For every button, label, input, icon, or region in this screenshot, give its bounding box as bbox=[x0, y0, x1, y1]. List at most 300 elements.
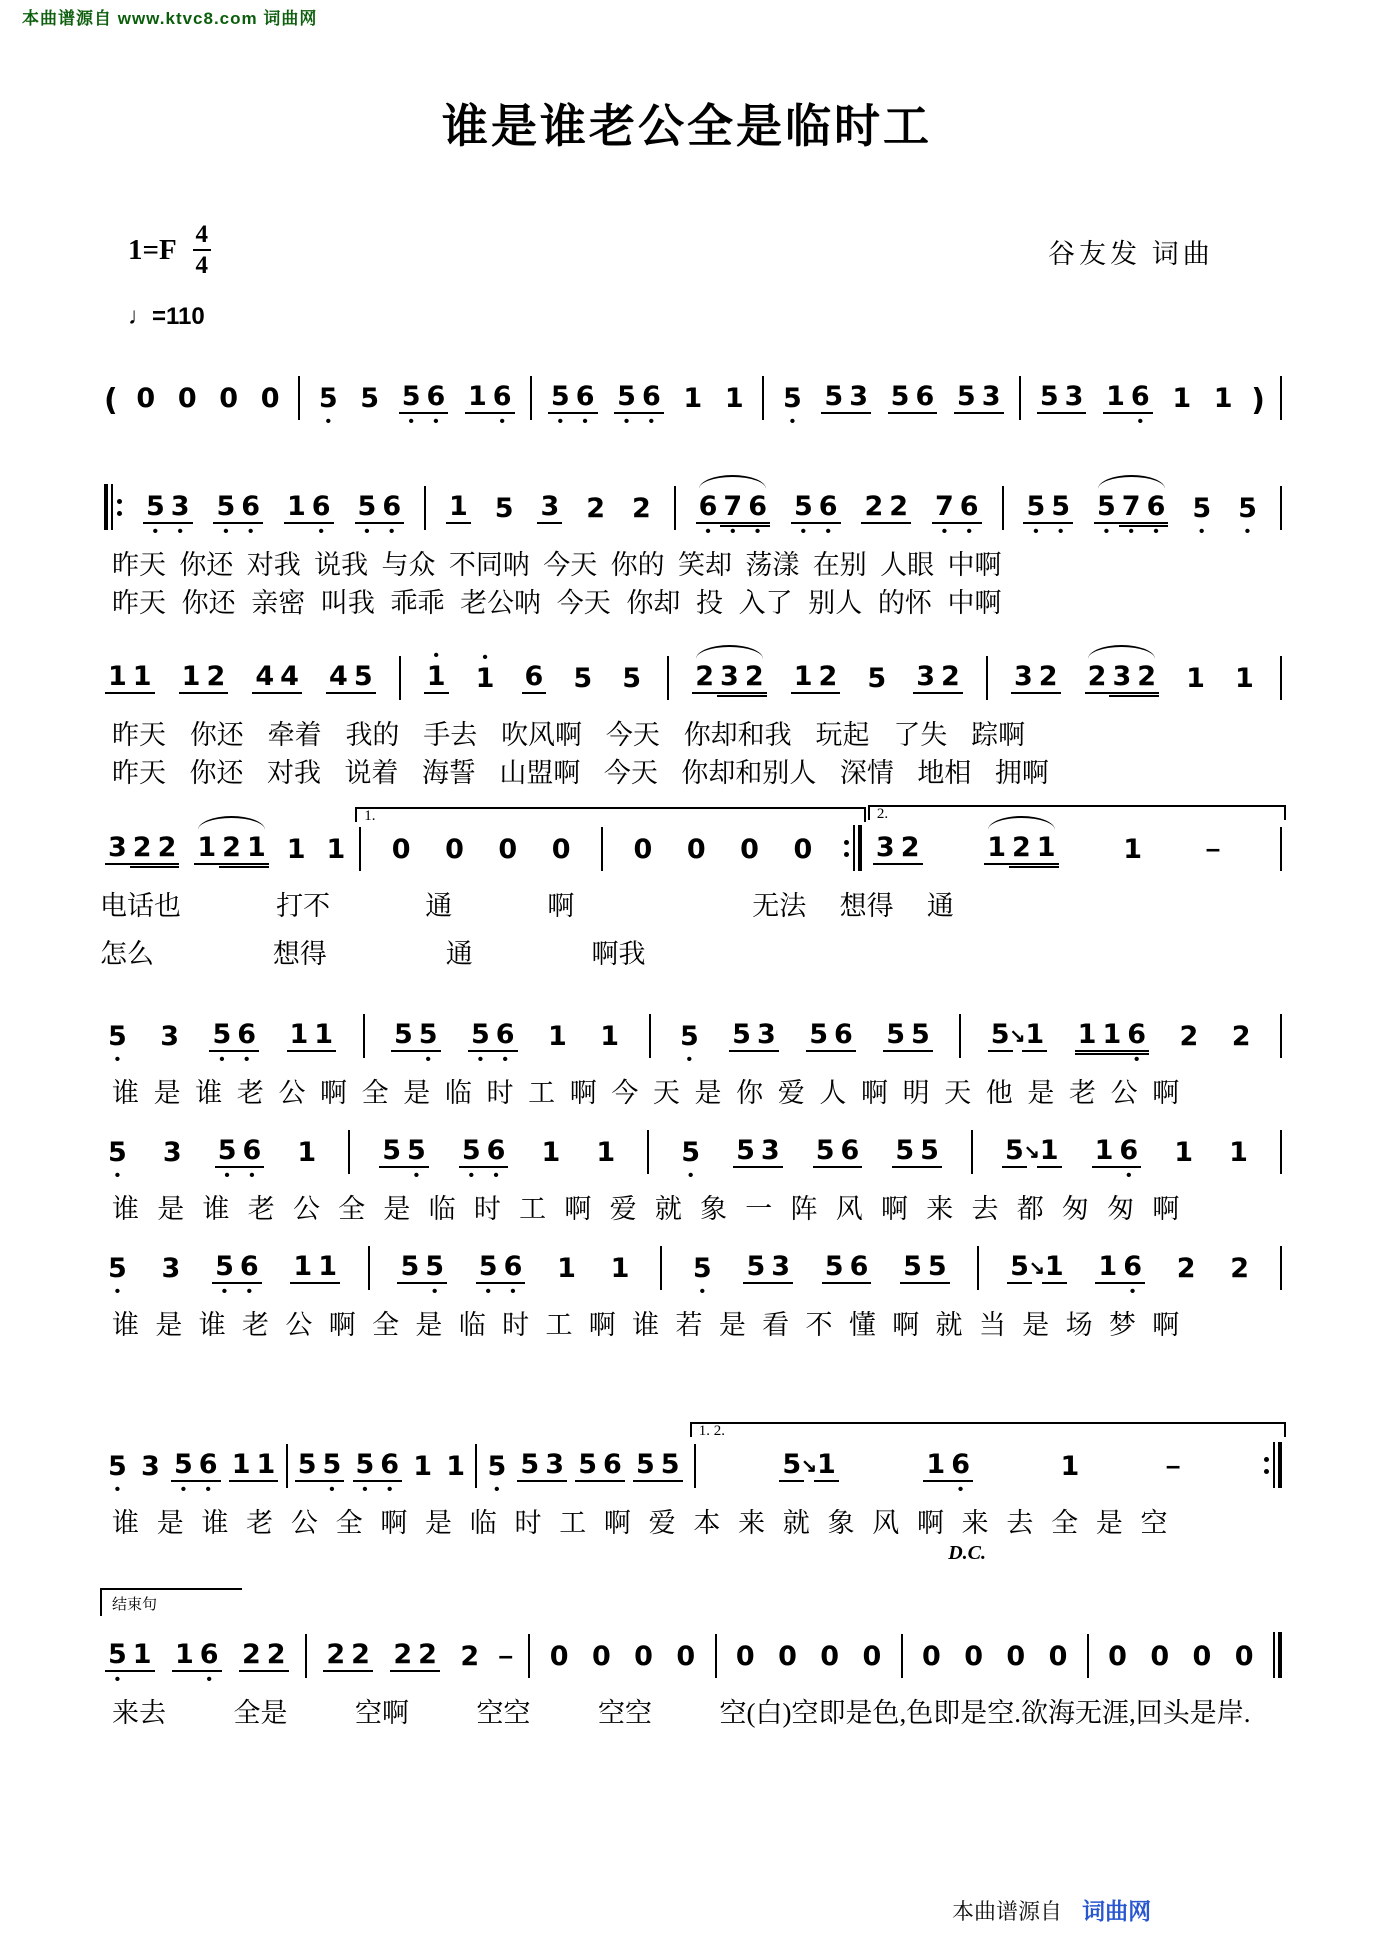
note-digit: 1 bbox=[465, 382, 490, 414]
note-cluster bbox=[1094, 482, 1168, 540]
note-digit: 5 bbox=[108, 1137, 127, 1168]
note bbox=[415, 1630, 440, 1685]
note bbox=[239, 1126, 264, 1184]
octave-dot-below: • bbox=[1126, 1167, 1132, 1184]
note-cluster bbox=[105, 1442, 130, 1498]
note-cluster bbox=[696, 482, 770, 540]
note-cluster bbox=[216, 374, 241, 427]
octave-dot-below bbox=[683, 1672, 687, 1685]
octave-dot-below: • bbox=[705, 523, 711, 540]
note-digit: 5 bbox=[954, 382, 979, 414]
note bbox=[351, 652, 376, 707]
note bbox=[501, 1242, 526, 1300]
note bbox=[597, 1012, 622, 1065]
note bbox=[806, 1010, 831, 1065]
note bbox=[209, 1010, 234, 1068]
note bbox=[1022, 1010, 1047, 1065]
lyric-syllable: 谁 bbox=[112, 1194, 139, 1224]
note bbox=[1116, 1126, 1141, 1184]
octave-dot-below bbox=[389, 1168, 393, 1181]
note-digit: 2 bbox=[203, 662, 228, 694]
octave-dot-below bbox=[1017, 1284, 1021, 1297]
lyric-syllable: 公 bbox=[292, 1194, 320, 1224]
lyric-syllable: 是 bbox=[403, 1078, 431, 1108]
lyric-syllable: 啊我 bbox=[591, 939, 646, 969]
octave-dot-below bbox=[801, 865, 805, 878]
note-cluster bbox=[492, 484, 517, 537]
octave-dot-below bbox=[548, 524, 552, 537]
note-group bbox=[633, 1440, 683, 1495]
note-digit: 1 bbox=[475, 663, 495, 694]
note-group bbox=[179, 652, 229, 707]
note-digit: 2 bbox=[219, 833, 244, 865]
barline bbox=[399, 656, 401, 700]
lyric-line bbox=[100, 755, 1049, 791]
note-group bbox=[780, 374, 805, 430]
note-digit: 5 bbox=[105, 1640, 130, 1672]
note-digit: 2 bbox=[1085, 662, 1110, 694]
lyric-syllable: 他 bbox=[985, 1078, 1013, 1108]
note-group bbox=[326, 652, 376, 707]
note bbox=[1120, 1242, 1145, 1300]
note-cluster bbox=[229, 1440, 279, 1495]
octave-dot-below bbox=[898, 414, 902, 427]
note bbox=[168, 482, 193, 540]
octave-dot-below: • bbox=[1128, 523, 1134, 540]
octave-dot-below bbox=[923, 694, 927, 707]
note-cluster bbox=[517, 1440, 567, 1495]
note-cluster bbox=[619, 654, 644, 707]
note-digit: 1 bbox=[596, 1137, 616, 1168]
note-group bbox=[389, 825, 414, 878]
lyric-syllable: 啊 bbox=[603, 1508, 631, 1538]
lyric-syllable: 啊 bbox=[588, 1310, 616, 1340]
octave-dot-below bbox=[1068, 1482, 1072, 1495]
note bbox=[883, 1010, 908, 1065]
volta-label: 1. 2. bbox=[696, 1424, 728, 1439]
repeat-dot bbox=[844, 840, 849, 845]
note bbox=[900, 1242, 925, 1297]
octave-dot-below bbox=[643, 1482, 647, 1495]
note-group bbox=[932, 482, 982, 540]
notation-row bbox=[100, 1630, 1286, 1688]
note-digit: 2 bbox=[130, 833, 155, 865]
note-digit: 1 bbox=[1099, 1020, 1124, 1052]
octave-dot-below bbox=[935, 1284, 939, 1297]
note-digit: 0 bbox=[778, 1641, 797, 1672]
lyric-syllable: 空啊 bbox=[355, 1698, 409, 1728]
octave-dot-below: • bbox=[1137, 413, 1144, 430]
lyric-syllable: 啊 bbox=[547, 891, 575, 921]
note-digit: 3 bbox=[913, 662, 938, 694]
note bbox=[295, 1440, 320, 1495]
lyric-syllable: 全 bbox=[372, 1310, 400, 1340]
note-cluster bbox=[105, 1012, 130, 1068]
note-group bbox=[1190, 1632, 1215, 1685]
note-digit: 5 bbox=[548, 382, 573, 414]
note bbox=[573, 372, 598, 430]
note-group bbox=[1003, 1632, 1028, 1685]
note-cluster bbox=[597, 1012, 622, 1065]
lyric-syllable: 今 bbox=[611, 1078, 639, 1108]
octave-dot-below: • bbox=[114, 1167, 121, 1184]
note-digit: 5 bbox=[614, 382, 639, 414]
note-digit: 3 bbox=[758, 1136, 783, 1168]
note bbox=[277, 652, 302, 707]
rest-note bbox=[733, 1632, 758, 1685]
note-group bbox=[252, 652, 302, 707]
note-digit: 6 bbox=[238, 492, 263, 524]
note-digit: 5 bbox=[108, 1451, 127, 1482]
barline bbox=[305, 1634, 307, 1678]
note bbox=[898, 823, 923, 878]
lyric-syllable: 啊 bbox=[880, 1194, 908, 1224]
note-digit: 5 bbox=[212, 1252, 237, 1284]
note-group bbox=[614, 372, 664, 430]
note bbox=[979, 372, 1004, 427]
octave-dot-below bbox=[401, 1052, 405, 1065]
note bbox=[219, 823, 244, 878]
octave-dot-below bbox=[367, 414, 371, 427]
octave-dot-below bbox=[214, 694, 218, 707]
lyric-syllable: 谁 bbox=[195, 1078, 223, 1108]
note-digit: 3 bbox=[1109, 662, 1134, 694]
lyric-syllable: 说着 bbox=[344, 758, 399, 788]
note-digit: 1 bbox=[923, 1450, 948, 1482]
note bbox=[831, 1010, 856, 1065]
note-digit: 5 bbox=[1002, 1136, 1027, 1168]
note-digit: 1 bbox=[1034, 833, 1059, 865]
note-digit: 6 bbox=[237, 1252, 262, 1284]
note-digit: 5 bbox=[779, 1450, 804, 1482]
octave-dot-below: • bbox=[686, 1051, 693, 1068]
note-digit: 5 bbox=[391, 1020, 416, 1052]
note-digit: 3 bbox=[168, 492, 193, 524]
repeat-dots bbox=[117, 499, 122, 516]
paren: ) bbox=[1251, 383, 1265, 418]
lyric-syllable: 谁 bbox=[112, 1508, 139, 1538]
lyric-syllable: 你还 bbox=[189, 720, 244, 750]
lyric-syllable: 临 bbox=[428, 1194, 456, 1224]
note-digit: 5 bbox=[1007, 1252, 1032, 1284]
lyric-syllable: 你的 bbox=[610, 550, 665, 580]
note-digit: 3 bbox=[542, 1450, 567, 1482]
note-digit: 1 bbox=[1186, 663, 1205, 694]
octave-dot-below bbox=[641, 865, 645, 878]
octave-dot-below: • bbox=[1057, 523, 1064, 540]
lyric-syllable: 都 bbox=[1016, 1194, 1044, 1224]
note-cluster bbox=[570, 654, 595, 707]
note-digit: 5 bbox=[320, 1450, 345, 1482]
note-digit: 2 bbox=[938, 662, 963, 694]
octave-dot-below bbox=[857, 1284, 861, 1297]
note-group bbox=[229, 1440, 279, 1495]
octave-dot-below bbox=[475, 414, 479, 427]
octave-dot-below: • bbox=[325, 413, 332, 430]
octave-dot-below: • bbox=[1153, 523, 1159, 540]
lyric-syllable: 全是 bbox=[233, 1698, 288, 1728]
octave-dot-below bbox=[169, 1284, 173, 1297]
note-digit: 6 bbox=[948, 1450, 973, 1482]
note-cluster bbox=[677, 1012, 702, 1068]
note-digit: 1 bbox=[446, 1451, 466, 1482]
note bbox=[720, 482, 745, 540]
footer-site-link[interactable]: 词曲网 bbox=[1082, 1898, 1152, 1924]
octave-dot-below bbox=[823, 1168, 827, 1181]
note-group bbox=[1169, 374, 1194, 427]
note-cluster bbox=[159, 1244, 184, 1297]
octave-dot-below bbox=[856, 414, 860, 427]
note bbox=[754, 1010, 779, 1065]
note-cluster bbox=[737, 825, 762, 878]
note-digit: 2 bbox=[460, 1641, 480, 1672]
note-group bbox=[1227, 1244, 1252, 1297]
note-group bbox=[284, 825, 309, 878]
note-digit: 1 bbox=[254, 1450, 279, 1482]
note bbox=[1048, 482, 1073, 540]
octave-dot-below bbox=[1242, 1672, 1246, 1685]
barline-thin bbox=[1273, 1632, 1275, 1678]
note-digit: 0 bbox=[793, 834, 813, 865]
lyric-syllable: 风 bbox=[872, 1508, 900, 1538]
note-group bbox=[1232, 1632, 1257, 1685]
notation-system bbox=[100, 362, 1286, 430]
note-digit: 1 bbox=[315, 1252, 340, 1284]
note bbox=[284, 482, 309, 537]
note bbox=[316, 374, 341, 430]
lyric-syllable: 懂 bbox=[848, 1310, 876, 1340]
note bbox=[105, 1012, 130, 1068]
note bbox=[892, 1126, 917, 1181]
note-cluster bbox=[919, 1632, 944, 1685]
note-group bbox=[1002, 1126, 1062, 1181]
octave-dot-below: • bbox=[699, 1283, 706, 1300]
note-group bbox=[900, 1242, 950, 1297]
note-group bbox=[791, 482, 841, 540]
rest-note bbox=[547, 1632, 572, 1685]
slide-arrow-icon: ↘ bbox=[1023, 1142, 1040, 1163]
lyric-syllable: 深情 bbox=[839, 758, 894, 788]
octave-dot-below bbox=[274, 1672, 278, 1685]
note-group bbox=[864, 654, 889, 707]
octave-dot-below bbox=[694, 865, 698, 878]
note-group bbox=[143, 482, 193, 540]
note-digit: 5 bbox=[416, 1020, 441, 1052]
note-digit: 6 bbox=[197, 1640, 222, 1672]
note bbox=[913, 652, 938, 707]
note-group bbox=[172, 1630, 222, 1688]
note-digit: 1 bbox=[1103, 382, 1128, 414]
note-group bbox=[690, 1244, 715, 1300]
note-cluster bbox=[465, 372, 515, 430]
note-digit: 3 bbox=[1011, 662, 1036, 694]
octave-dot-below bbox=[185, 414, 189, 427]
note-group bbox=[1058, 1442, 1083, 1495]
rest-note bbox=[737, 825, 762, 878]
note-group bbox=[961, 1632, 986, 1685]
rest-note bbox=[673, 1632, 698, 1685]
octave-dot-below: • bbox=[114, 1283, 121, 1300]
octave-dot-below bbox=[401, 1672, 405, 1685]
octave-dot-below bbox=[325, 1284, 329, 1297]
note-group bbox=[888, 372, 938, 427]
barline bbox=[1280, 376, 1282, 420]
note bbox=[476, 1242, 501, 1300]
octave-dot-below bbox=[182, 1672, 186, 1685]
dash-note: – bbox=[498, 1640, 513, 1670]
lyric-syllable: 投 bbox=[696, 588, 723, 618]
note-cluster bbox=[399, 372, 449, 430]
barline bbox=[977, 1246, 979, 1290]
note bbox=[443, 1442, 468, 1495]
lyric-syllable: 打不 bbox=[276, 891, 331, 921]
barline bbox=[530, 376, 532, 420]
octave-dot-below: • bbox=[206, 1671, 212, 1688]
note bbox=[294, 1128, 319, 1181]
dash-note: – bbox=[1205, 833, 1221, 863]
lyric-syllable: 啊 bbox=[1152, 1194, 1180, 1224]
note-digit: 3 bbox=[754, 1020, 779, 1052]
note-digit: 1 bbox=[1092, 1136, 1117, 1168]
note bbox=[157, 1012, 182, 1065]
note-cluster bbox=[105, 1128, 130, 1184]
rest-note bbox=[1046, 1632, 1071, 1685]
note bbox=[1211, 374, 1236, 427]
lyric-syllable: 是 bbox=[425, 1508, 453, 1538]
note-digit: 1 bbox=[287, 1020, 312, 1052]
note bbox=[138, 1442, 163, 1495]
note-digit: 6 bbox=[957, 492, 982, 524]
rest-note bbox=[961, 1632, 986, 1685]
lyric-syllable: 全 bbox=[335, 1508, 363, 1538]
lyric-syllable: 今天 bbox=[556, 588, 611, 618]
note-group bbox=[629, 484, 654, 537]
octave-dot-below bbox=[456, 524, 460, 537]
note bbox=[1094, 482, 1119, 540]
note-group bbox=[1235, 484, 1260, 540]
note-digit: 5 bbox=[633, 1450, 658, 1482]
note-cluster bbox=[821, 372, 871, 427]
note bbox=[194, 823, 219, 878]
note-digit: 5 bbox=[822, 1252, 847, 1284]
note bbox=[537, 482, 562, 537]
note bbox=[758, 1126, 783, 1181]
octave-dot-below bbox=[789, 1482, 793, 1495]
notation-system bbox=[100, 1412, 1286, 1564]
octave-dot-below: • bbox=[754, 523, 761, 540]
rest-note bbox=[817, 1632, 842, 1685]
octave-dot-below bbox=[1102, 1168, 1106, 1181]
note-digit: 5 bbox=[215, 1136, 240, 1168]
key-signature: 1=F bbox=[128, 233, 177, 266]
note-cluster bbox=[684, 825, 709, 878]
note-cluster bbox=[1147, 1632, 1172, 1685]
note-digit: 5 bbox=[459, 1136, 484, 1168]
note-cluster bbox=[690, 1244, 715, 1300]
lyric-syllable: 工 bbox=[559, 1508, 587, 1538]
note-digit: 0 bbox=[260, 383, 280, 414]
octave-dot-below bbox=[896, 524, 900, 537]
note-digit: 6 bbox=[912, 382, 937, 414]
note-cluster bbox=[397, 1242, 447, 1300]
note-group bbox=[537, 482, 562, 537]
octave-dot-below: • bbox=[1244, 523, 1251, 540]
note bbox=[229, 1440, 254, 1495]
note-digit: 6 bbox=[745, 492, 770, 524]
footer-credit bbox=[952, 1893, 1151, 1926]
meter-line bbox=[193, 249, 211, 251]
note bbox=[1176, 1012, 1201, 1065]
note-cluster bbox=[678, 1128, 703, 1184]
octave-dot-below bbox=[994, 865, 998, 878]
note bbox=[680, 374, 705, 427]
lyric-syllable: 啊 bbox=[1152, 1310, 1180, 1340]
note-cluster bbox=[614, 372, 664, 430]
octave-dot-below: • bbox=[221, 1283, 228, 1300]
notation-system bbox=[100, 472, 1286, 621]
note-cluster bbox=[1058, 1442, 1083, 1495]
note-digit: 3 bbox=[873, 833, 898, 865]
note bbox=[1171, 1128, 1196, 1181]
note-group bbox=[495, 825, 520, 878]
note bbox=[923, 1440, 948, 1495]
note-digit: 4 bbox=[326, 662, 351, 694]
lyric-syllable: 吹风啊 bbox=[501, 720, 583, 750]
note-digit: 2 bbox=[742, 662, 767, 694]
note bbox=[1229, 1012, 1254, 1065]
octave-dot-below bbox=[1242, 694, 1246, 707]
octave-dot-below bbox=[1239, 1052, 1243, 1065]
octave-dot-below bbox=[848, 1168, 852, 1181]
octave-dot-below bbox=[1113, 414, 1117, 427]
barline bbox=[1002, 486, 1004, 530]
note-group bbox=[284, 482, 334, 540]
octave-dot-below: • bbox=[152, 523, 159, 540]
note-group bbox=[171, 1440, 221, 1498]
octave-dot-below bbox=[883, 865, 887, 878]
note bbox=[459, 1126, 484, 1184]
note bbox=[171, 1440, 196, 1498]
repeat-close-barline bbox=[1263, 1442, 1282, 1488]
note bbox=[908, 1010, 933, 1065]
octave-dot-below bbox=[189, 694, 193, 707]
lyric-syllable: 了失 bbox=[893, 720, 948, 750]
note bbox=[1042, 1242, 1067, 1297]
note bbox=[925, 1242, 950, 1297]
lyric-syllable: 是 bbox=[383, 1194, 411, 1224]
octave-dot-below bbox=[1012, 1168, 1016, 1181]
lyric-syllable: 工 bbox=[528, 1078, 556, 1108]
note-cluster bbox=[608, 1244, 633, 1297]
repeat-open-barline bbox=[104, 484, 123, 530]
note-digit: 5 bbox=[379, 1136, 404, 1168]
note-group bbox=[465, 372, 515, 430]
note bbox=[311, 1010, 336, 1065]
octave-dot-below bbox=[893, 1052, 897, 1065]
note-group bbox=[379, 1126, 429, 1184]
note-digit: 0 bbox=[219, 383, 239, 414]
lyric-syllable: 啊 bbox=[1152, 1078, 1180, 1108]
note-cluster bbox=[105, 1244, 130, 1300]
octave-dot-below: • bbox=[247, 523, 254, 540]
note-group bbox=[570, 654, 595, 707]
barline bbox=[667, 656, 669, 700]
octave-dot-below bbox=[140, 1672, 144, 1685]
note bbox=[780, 374, 805, 430]
octave-dot-below: • bbox=[485, 1283, 491, 1300]
octave-dot-below bbox=[1056, 1672, 1060, 1685]
note-digit: 0 bbox=[922, 1641, 941, 1672]
